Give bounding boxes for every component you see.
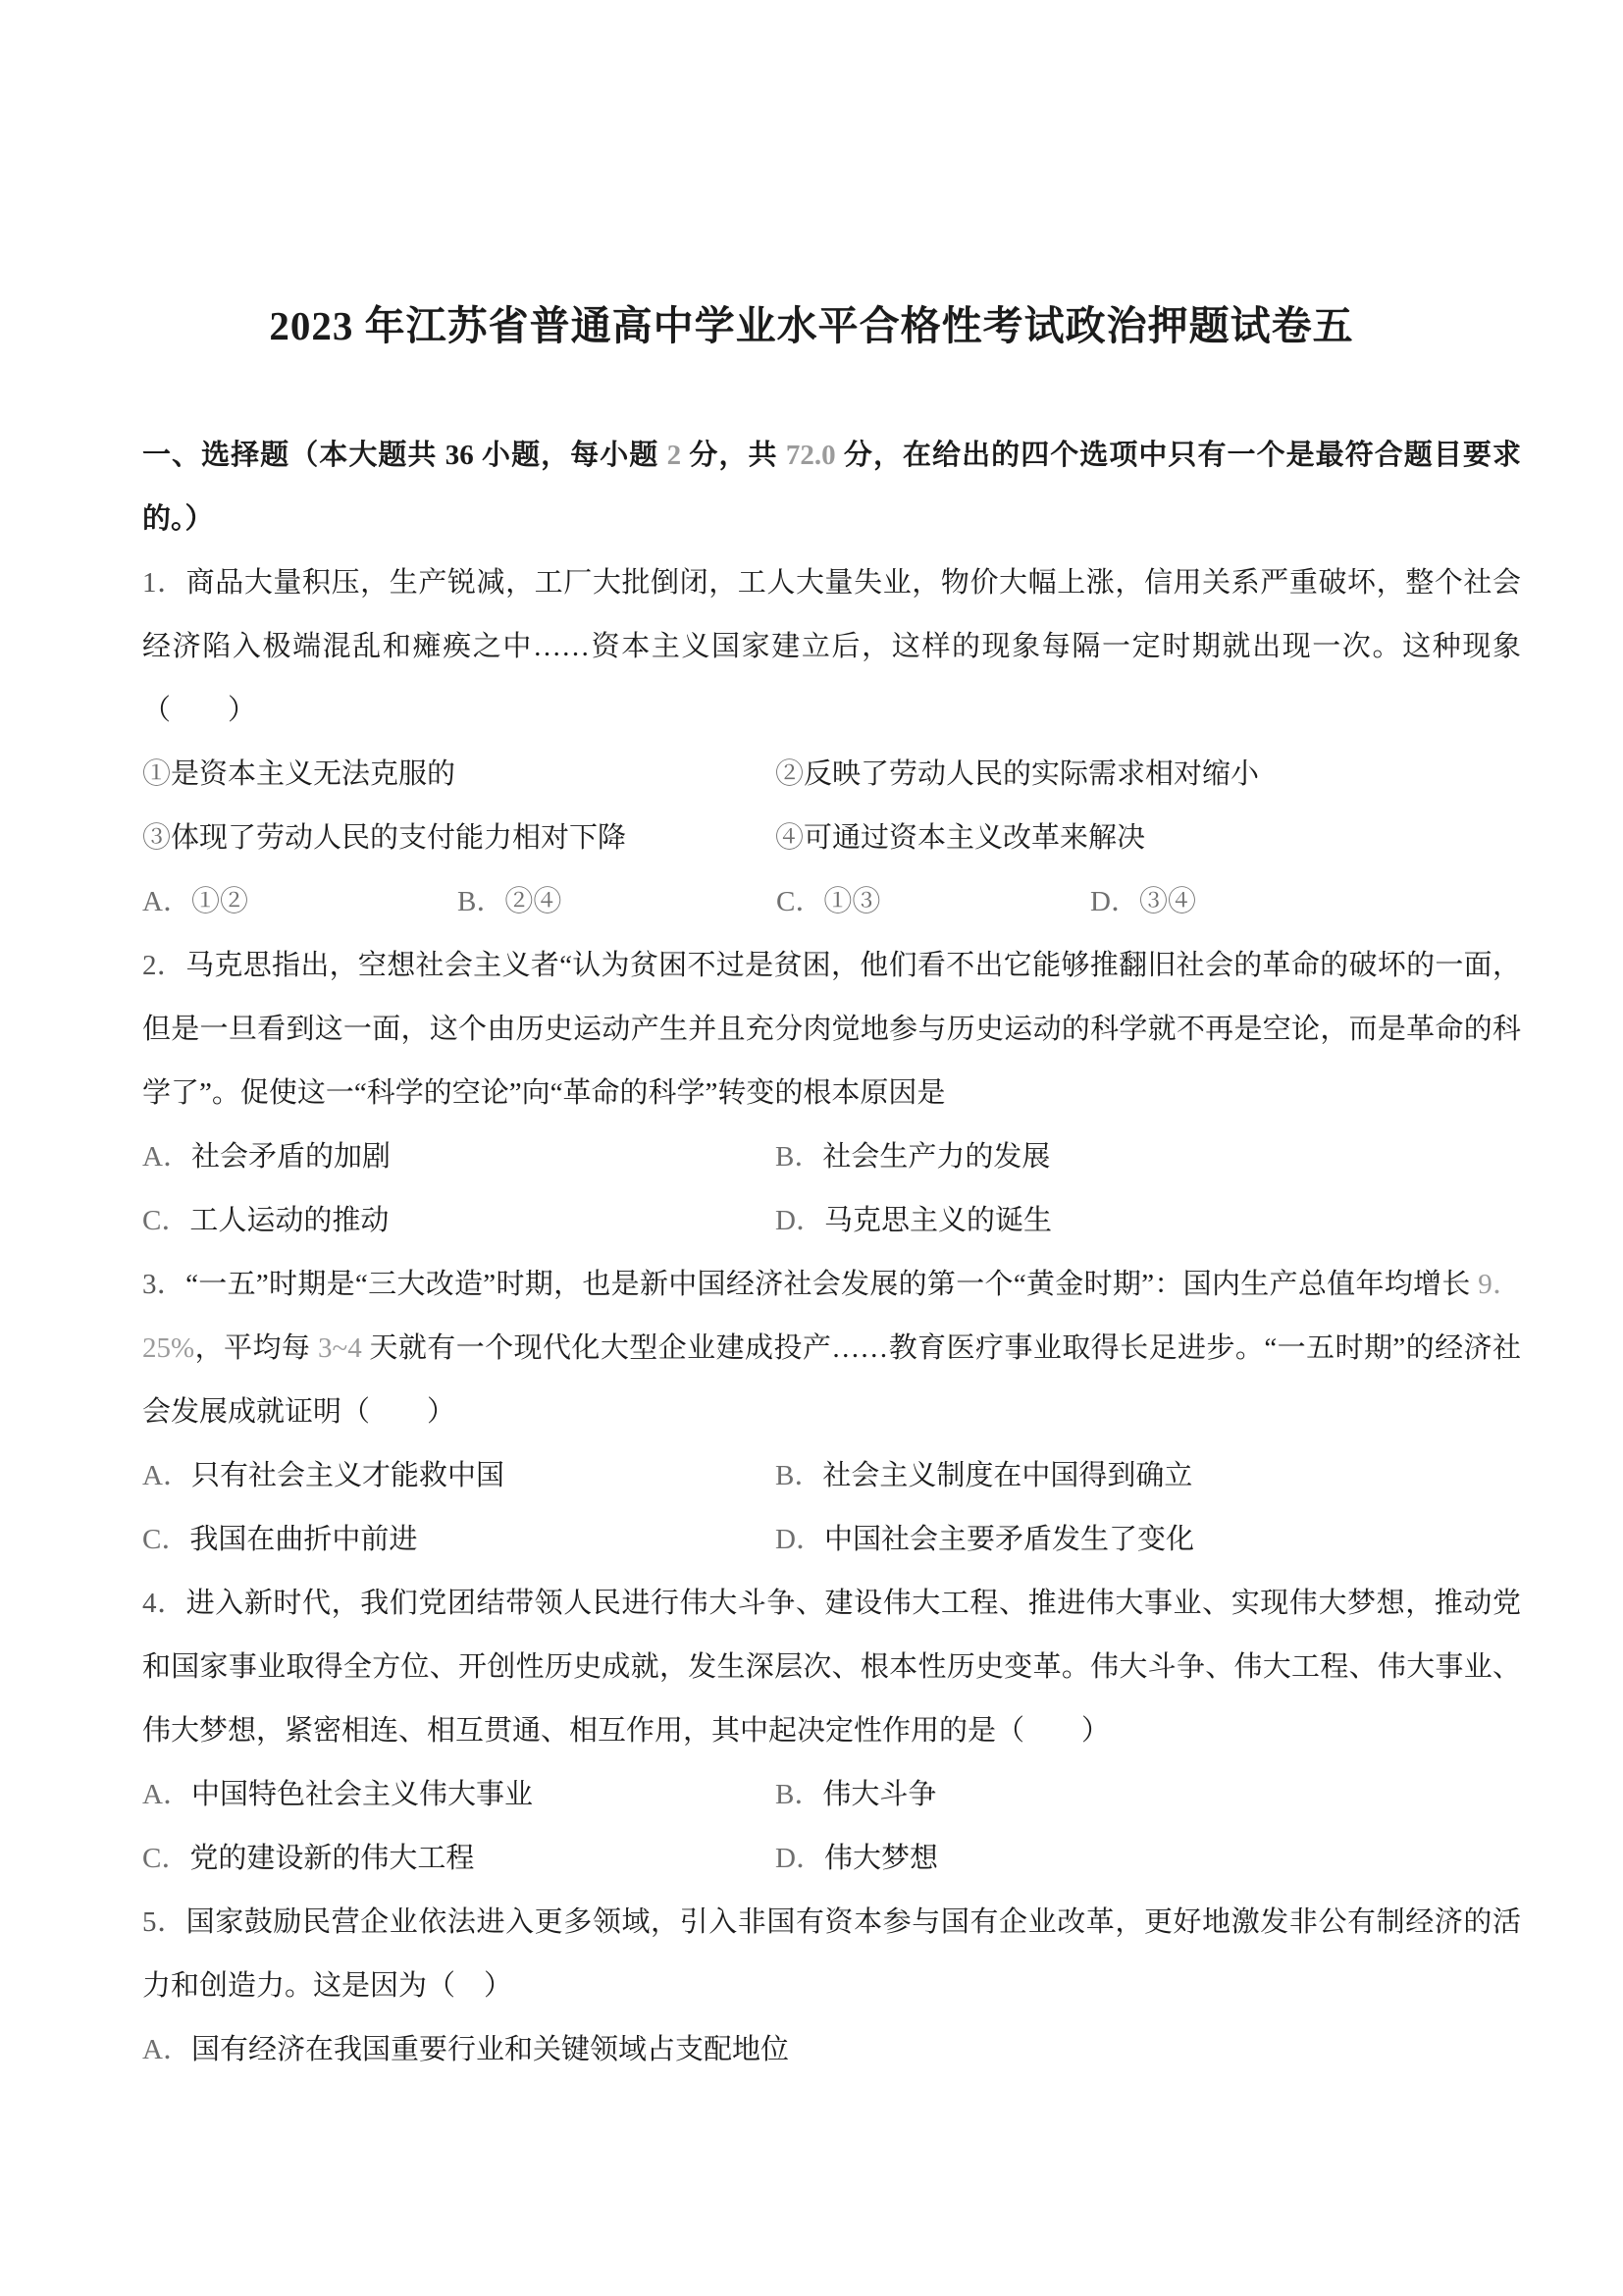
sub-option-1: [142, 743, 775, 807]
choice-b: [775, 1444, 1192, 1508]
choice-text: 伟大梦想: [823, 1843, 938, 1874]
choice-text: 国有经济在我国重要行业和关键领域占支配地位: [190, 2034, 789, 2065]
choice-letter: A．: [142, 1779, 191, 1810]
choice-row: [142, 870, 1521, 934]
sub-option-row: [142, 807, 1521, 870]
choice-letter: C．: [142, 1524, 190, 1555]
choice-text: ②④: [504, 886, 562, 917]
choice-letter: C．: [142, 1205, 190, 1236]
choice-c: [142, 1508, 775, 1572]
question-4: [142, 1572, 1521, 1891]
question-stem-text: 国家鼓励民营企业依法进入更多领域，引入非国有资本参与国有企业改革，更好地激发非公有制经济的活力和创造力。这是因为（ ）: [142, 1906, 1521, 2002]
sub-option-marker: ①: [142, 758, 172, 790]
choice-text: 党的建设新的伟大工程: [189, 1843, 475, 1874]
choice-row: [142, 1125, 1521, 1189]
choice-c: [142, 1189, 775, 1253]
choice-d: [1090, 870, 1405, 934]
choice-text: 社会生产力的发展: [822, 1141, 1051, 1173]
choice-text: 社会矛盾的加剧: [190, 1141, 391, 1173]
sub-option-marker: ④: [775, 822, 805, 854]
section-heading: 一、选择题（本大题共 36 小题，每小题 2 分，共 72.0 分，在给出的四个选项中只有一个是最符合题目要求的。）: [142, 440, 1521, 535]
sub-option-text: 反映了劳动人民的实际需求相对缩小: [804, 758, 1260, 790]
choice-row: [142, 2018, 1521, 2082]
choice-text: 中国特色社会主义伟大事业: [190, 1779, 533, 1810]
choice-text: 马克思主义的诞生: [823, 1205, 1052, 1236]
question-1: [142, 551, 1521, 934]
sub-option-text: 可通过资本主义改革来解决: [804, 822, 1146, 854]
choice-d: [775, 1508, 1194, 1572]
choice-text: ③④: [1138, 886, 1196, 917]
choice-row: [142, 1189, 1521, 1253]
sub-option-marker: ③: [142, 822, 172, 854]
question-number: 2．: [142, 950, 186, 981]
question-number: 5．: [142, 1906, 186, 1938]
choice-c: [142, 1827, 775, 1891]
choice-letter: A．: [142, 2034, 191, 2065]
choice-text: 我国在曲折中前进: [189, 1524, 418, 1555]
question-stem-text: 进入新时代，我们党团结带领人民进行伟大斗争、建设伟大工程、推进伟大事业、实现伟大梦想，推动党和国家事业取得全方位、开创性历史成就，发生深层次、根本性历史变革。伟大斗争、伟大工程、伟大事业、伟大梦想，紧密相连、相互贯通、相互作用，其中起决定性作用的是（ ）: [142, 1588, 1521, 1747]
document-body: [142, 424, 1521, 2082]
question-1-stem: [142, 551, 1521, 743]
choice-text: 只有社会主义才能救中国: [190, 1460, 504, 1491]
sub-option-marker: ②: [775, 758, 805, 790]
question-5-stem: [142, 1891, 1521, 2018]
question-2: [142, 934, 1521, 1253]
question-number: 1．: [142, 567, 186, 599]
question-stem-text: 商品大量积压，生产锐减，工厂大批倒闭，工人大量失业，物价大幅上涨，信用关系严重破坏，整个社会经济陷入极端混乱和瘫痪之中……资本主义国家建立后，这样的现象每隔一定时期就出现一次。这种现象（ ）: [142, 567, 1521, 726]
choice-a: [142, 870, 457, 934]
choice-text: 工人运动的推动: [189, 1205, 390, 1236]
choice-text: ①②: [190, 886, 248, 917]
choice-letter: C．: [776, 886, 824, 917]
sub-option-4: [775, 807, 1145, 870]
choice-a: [142, 1763, 775, 1827]
choice-letter: D．: [1090, 886, 1139, 917]
sub-option-3: [142, 807, 775, 870]
sub-option-text: 是资本主义无法克服的: [171, 758, 456, 790]
choice-letter: D．: [775, 1205, 824, 1236]
choice-text: 社会主义制度在中国得到确立: [822, 1460, 1193, 1491]
choice-row: [142, 1827, 1521, 1891]
sub-option-row: [142, 743, 1521, 807]
choice-d: [775, 1189, 1052, 1253]
choice-text: ①③: [823, 886, 881, 917]
sub-option-text: 体现了劳动人民的支付能力相对下降: [171, 822, 627, 854]
choice-text: 中国社会主要矛盾发生了变化: [823, 1524, 1194, 1555]
question-3-stem: [142, 1253, 1521, 1444]
choice-letter: D．: [775, 1524, 824, 1555]
choice-a: [142, 1444, 775, 1508]
question-5: [142, 1891, 1521, 2082]
choice-letter: A．: [142, 1141, 191, 1173]
choice-b: [775, 1125, 1050, 1189]
choice-b: [775, 1763, 936, 1827]
question-4-stem: [142, 1572, 1521, 1763]
question-stem-text: 马克思指出，空想社会主义者“认为贫困不过是贫困，他们看不出它能够推翻旧社会的革命的破坏的一面，但是一旦看到这一面，这个由历史运动产生并且充分肉觉地参与历史运动的科学就不再是空论，而是革命的科学了”。促使这一“科学的空论”向“革命的科学”转变的根本原因是: [142, 950, 1521, 1109]
choice-letter: D．: [775, 1843, 824, 1874]
question-number: 4．: [142, 1588, 186, 1619]
choice-letter: B．: [775, 1460, 823, 1491]
choice-row: [142, 1763, 1521, 1827]
choice-row: [142, 1508, 1521, 1572]
choice-text: 伟大斗争: [822, 1779, 937, 1810]
choice-letter: B．: [775, 1779, 823, 1810]
question-number: 3．: [142, 1269, 186, 1300]
choice-a: [142, 1125, 775, 1189]
choice-letter: B．: [457, 886, 505, 917]
choice-c: [776, 870, 1090, 934]
question-3: [142, 1253, 1521, 1572]
sub-option-2: [775, 743, 1259, 807]
page-title: 2023 年江苏省普通高中学业水平合格性考试政治押题试卷五: [269, 303, 1354, 349]
question-2-stem: [142, 934, 1521, 1125]
choice-a: [142, 2018, 789, 2082]
choice-letter: B．: [775, 1141, 823, 1173]
question-stem-text: “一五”时期是“三大改造”时期，也是新中国经济社会发展的第一个“黄金时期”：国内生产总值年均增长 9．25%，平均每 3~4 天就有一个现代化大型企业建成投产……教育医疗事业取得长足进步。“一五时期”的经济社会发展成就证明（ ）: [142, 1269, 1521, 1428]
choice-letter: A．: [142, 1460, 191, 1491]
choice-row: [142, 1444, 1521, 1508]
choice-b: [457, 870, 776, 934]
choice-letter: C．: [142, 1843, 190, 1874]
choice-d: [775, 1827, 938, 1891]
choice-letter: A．: [142, 886, 191, 917]
